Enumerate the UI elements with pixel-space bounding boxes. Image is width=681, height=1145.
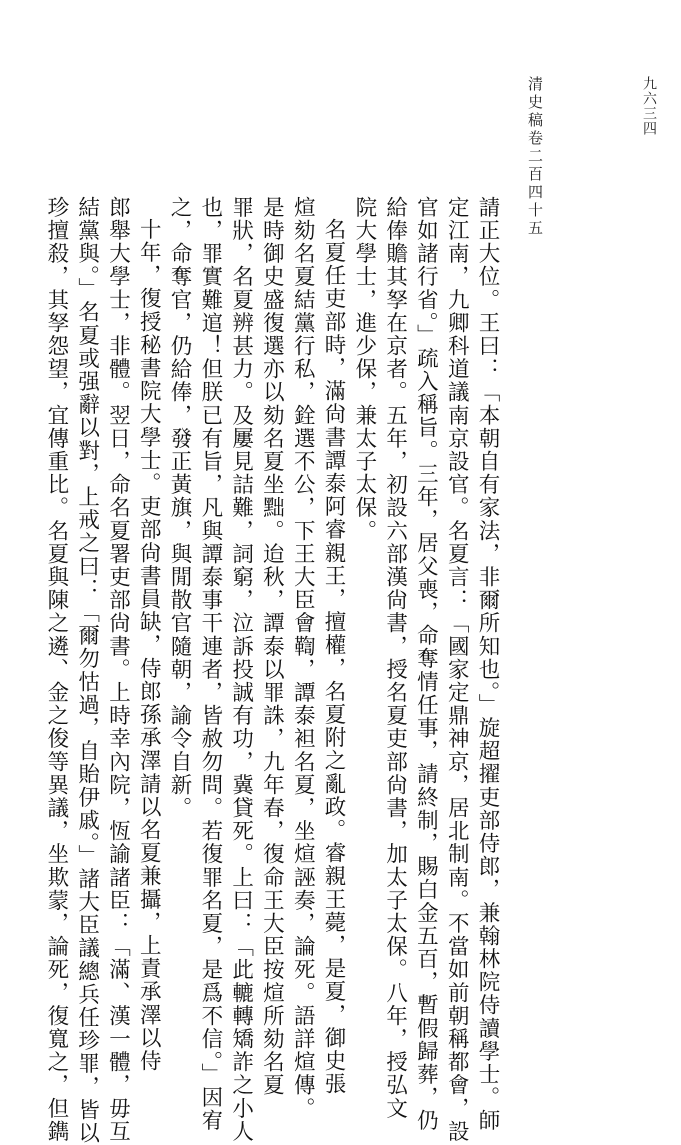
text-column-12: 十年，復授秘書院大學士。吏部尙書員缺，侍郎孫承澤請以名夏兼攝，上責承澤以侍 [136,218,162,1073]
text-column-2: 定江南，九卿科道議南京設官。名夏言：「國家定鼎神京，居北制南。不當如前朝稱都會，設 [444,196,470,1144]
text-body [43,196,502,1145]
text-column-5: 院大學士，進少保，兼太子太保。 [351,196,377,543]
text-column-14: 結黨與。」名夏或强辭以對，上戒之曰：「爾勿怙過，自貽伊戚。」諸大臣議總兵任珍罪，皆以 [74,196,100,1145]
text-column-9: 罪狀，名夏辨甚力。及屢見詰難，詞窮，泣訴投誠有功，冀貸死。上曰：「此轆轉矯詐之小人 [228,196,254,1144]
text-column-15: 珍擅殺，其孥怨望，宜傳重比。名夏與陳之遴、金之俊等異議，坐欺蒙，論死，復寬之，但鐫 [43,196,69,1144]
text-column-3: 官如諸行省。」疏入稱旨。三年，居父喪，命奪情任事，請終制，賜白金五百，暫假歸葬，仍 [413,196,439,1133]
page-number: 九六三四 [641,76,657,136]
text-column-1: 請正大位。王曰：「本朝自有家法，非爾所知也。」旋超擢吏部侍郎，兼翰林院侍讀學士。師 [475,196,500,1133]
text-column-11: 之，命奪官，仍給俸，發正黃旗，與閒散官隨朝，諭令自新。 [167,196,193,820]
text-column-13: 郎舉大學士，非體。翌日，命名夏署吏部尙書。上時幸內院，恆諭諸臣：「滿、漢一體，毋互 [105,196,131,1144]
text-column-4: 給俸贍其孥在京者。五年，初設六部漢尙書，授名夏吏部尙書，加太子太保。八年，授弘文 [382,196,408,1120]
text-column-8: 是時御史盛復選亦以劾名夏坐黜。迨秋，譚泰以罪誅，九年春，復命王大臣按煊所劾名夏 [259,196,285,1097]
text-column-10: 也，罪實難逭！但朕已有旨，凡與譚泰事干連者，皆赦勿問。若復罪名夏，是爲不信。」因宥 [197,196,223,1133]
text-column-6: 名夏任吏部時，滿尙書譚泰阿睿親王，擅權，名夏附之亂政。睿親王薨，是夏，御史張 [321,218,347,1096]
text-column-7: 煊劾名夏結黨行私，銓選不公，下王大臣會鞫，譚泰袒名夏，坐煊誣奏，論死。語詳煊傳。 [290,196,316,1120]
running-head: 清史稿卷二百四十五 [526,76,544,238]
